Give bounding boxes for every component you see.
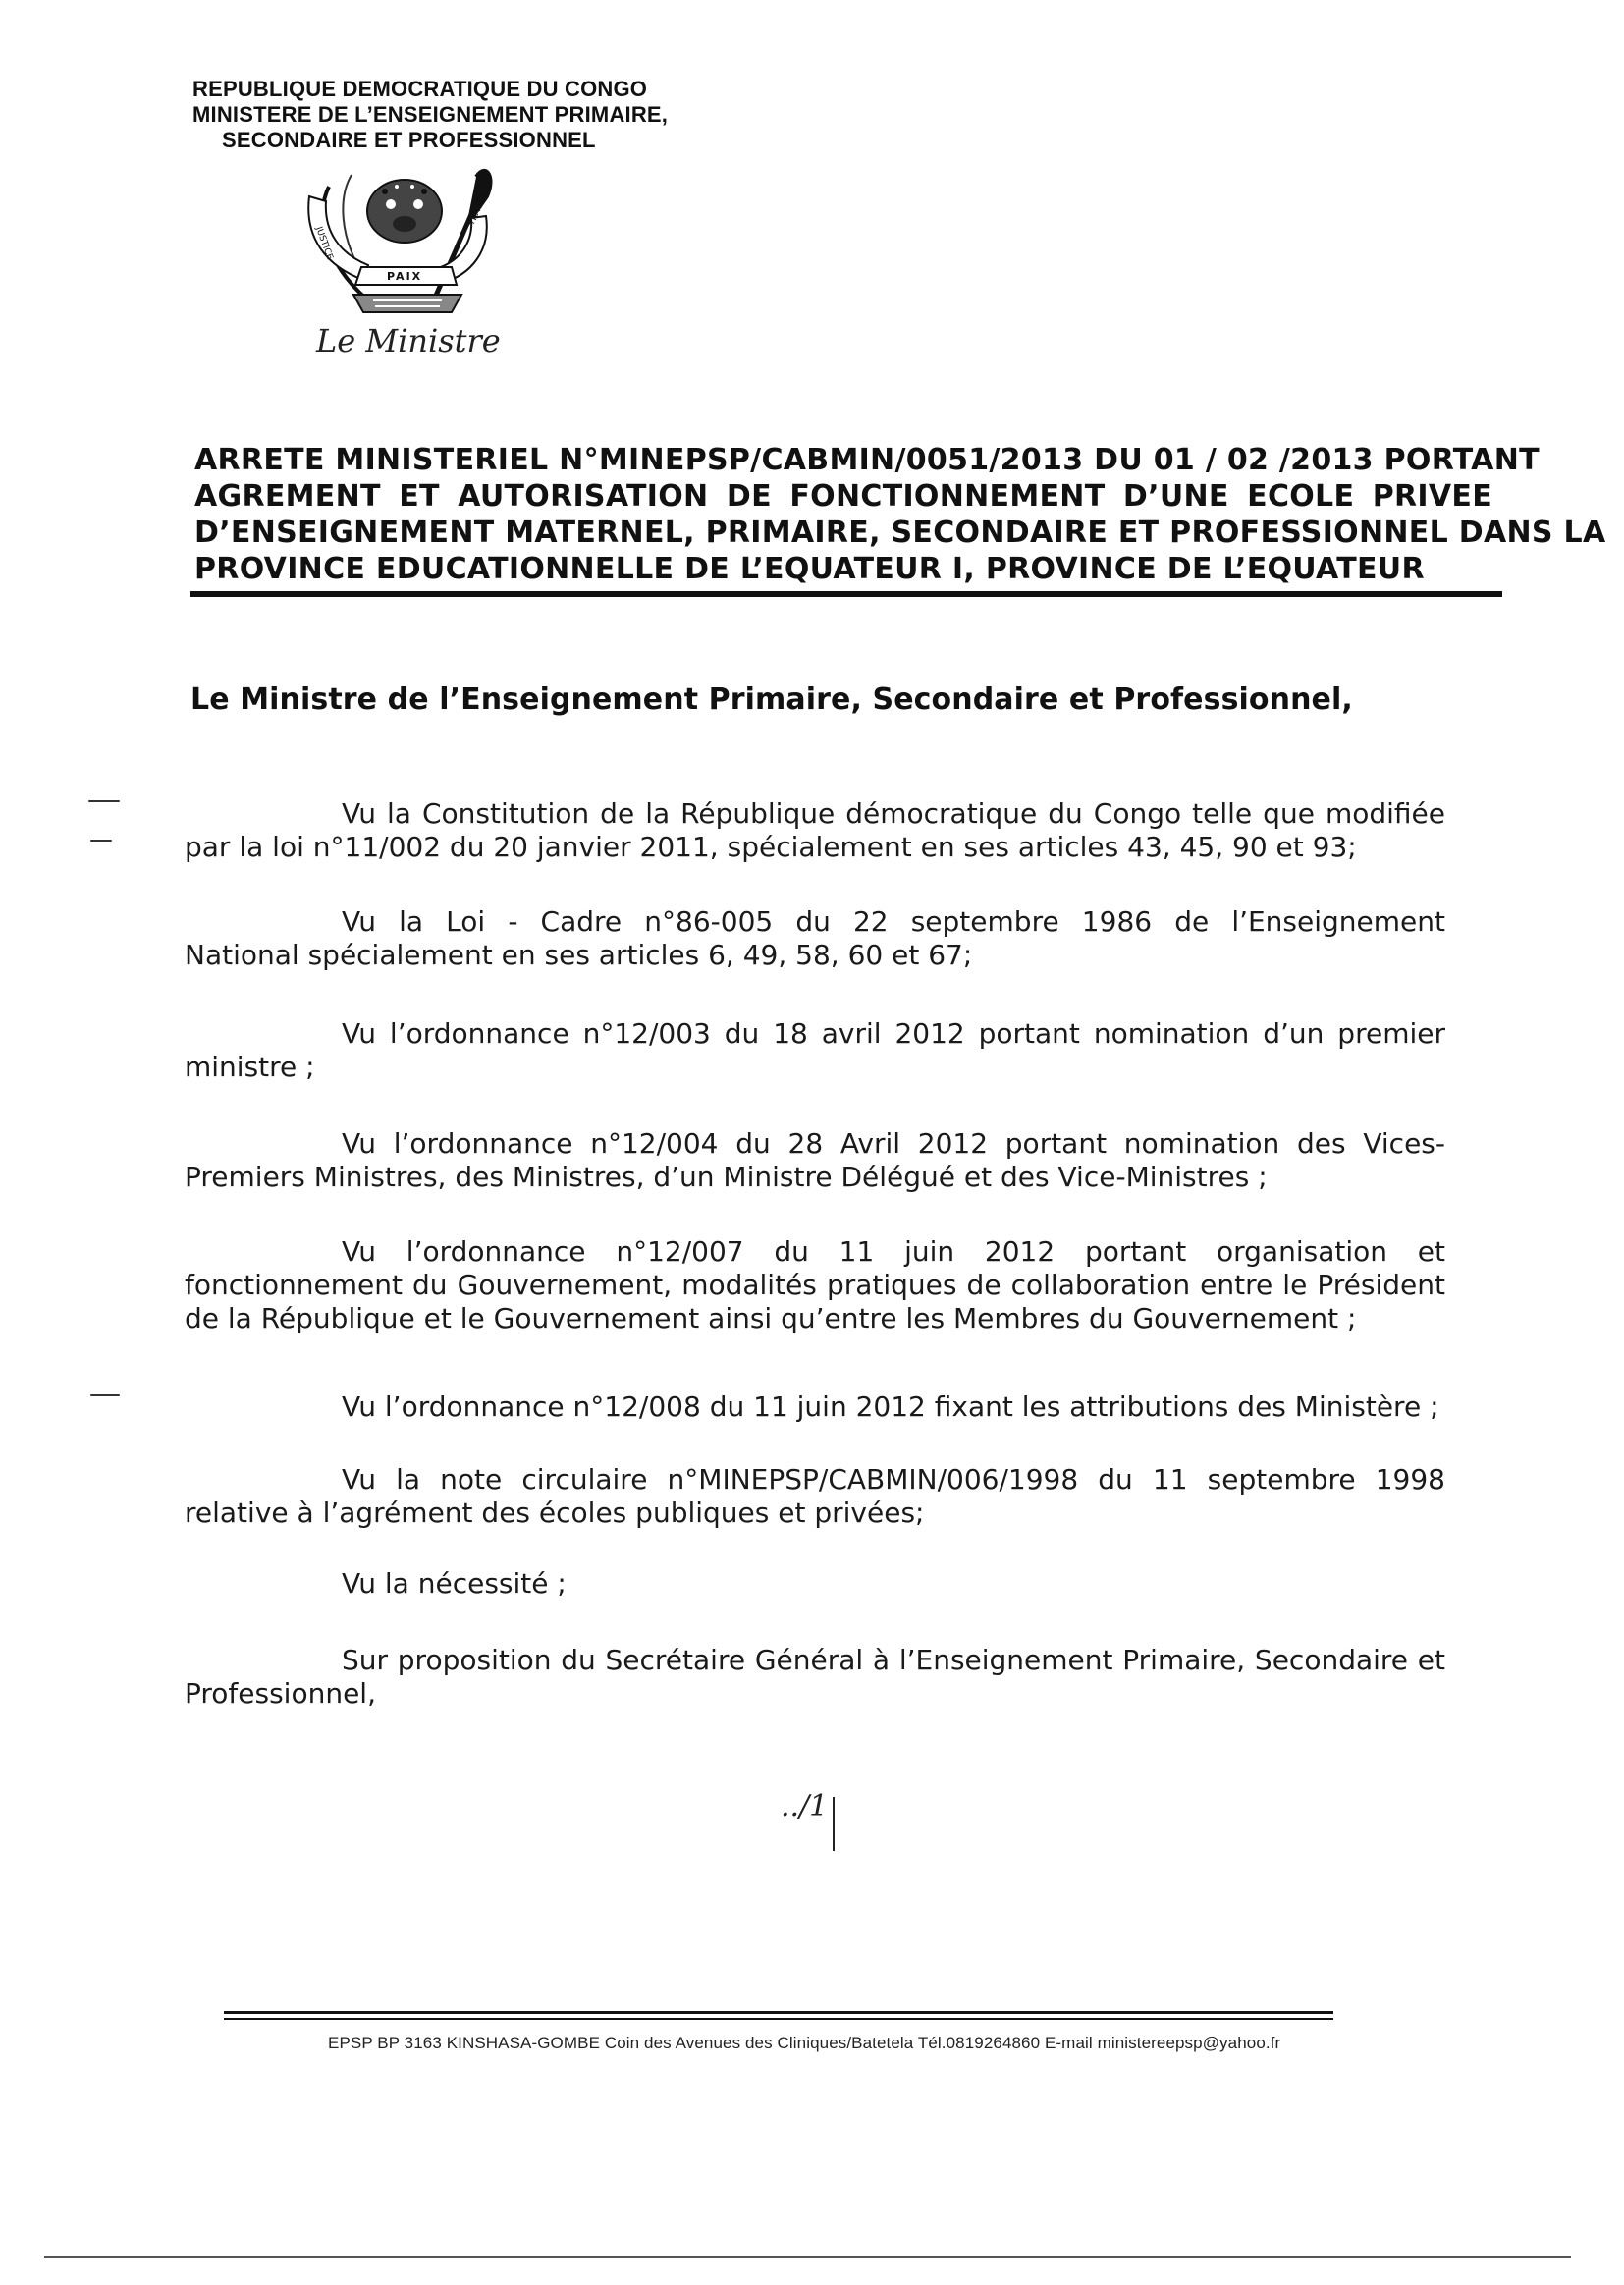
margin-mark xyxy=(90,840,112,842)
minister-heading: Le Ministre de l’Enseignement Primaire, Secondaire et Professionnel, xyxy=(190,682,1353,717)
decree-title-line-3: D’ENSEIGNEMENT MATERNEL, PRIMAIRE, SECONDAIRE ET PROFESSIONNEL DANS LA xyxy=(194,516,1606,550)
decree-title-line-1: ARRETE MINISTERIEL N°MINEPSP/CABMIN/0051/2013 DU 01 / 02 /2013 PORTANT xyxy=(194,443,1540,477)
paragraph-line: Professionnel, xyxy=(185,1677,376,1710)
decree-title-line-2: AGREMENT ET AUTORISATION DE FONCTIONNEMENT D’UNE ECOLE PRIVEE xyxy=(194,479,1492,514)
paragraph-necessite xyxy=(185,1567,1445,1601)
paragraph-proposition xyxy=(185,1644,1445,1711)
emblem-banner-right: TRAVAIL xyxy=(466,190,492,228)
paragraph-line: relative à l’agrément des écoles publiques et privées; xyxy=(185,1496,925,1529)
paragraph-line: Vu l’ordonnance n°12/003 du 18 avril 2012 portant nomination d’un premier xyxy=(342,1017,1445,1050)
page-continuation-mark: ../1 xyxy=(781,1789,829,1823)
paragraph-ordonnance-003 xyxy=(185,1017,1445,1084)
paragraph-ordonnance-008 xyxy=(185,1390,1445,1424)
paragraph-line: de la République et le Gouvernement ainsi qu’entre les Membres du Gouvernement ; xyxy=(185,1302,1357,1334)
coat-of-arms-emblem xyxy=(295,157,520,334)
paragraph-line: Premiers Ministres, des Ministres, d’un Ministre Délégué et des Vice-Ministres ; xyxy=(185,1161,1268,1193)
paragraph-line: National spécialement en ses articles 6, 49, 58, 60 et 67; xyxy=(185,939,973,971)
header-line-2: MINISTERE DE L’ENSEIGNEMENT PRIMAIRE, xyxy=(192,102,669,127)
paragraph-line: Vu l’ordonnance n°12/007 du 11 juin 2012 portant organisation et xyxy=(342,1235,1445,1268)
paragraph-line: Vu la Loi - Cadre n°86-005 du 22 septembre 1986 de l’Enseignement xyxy=(342,905,1445,938)
emblem-banner-center: PAIX xyxy=(387,270,423,283)
paragraph-constitution xyxy=(185,797,1445,864)
emblem-banner-left: JUSTICE xyxy=(313,225,335,261)
footer-address: EPSP BP 3163 KINSHASA-GOMBE Coin des Avenues des Cliniques/Batetela Tél.0819264860 E-mail ministereepsp@yahoo.fr xyxy=(328,2034,1281,2052)
paragraph-ordonnance-007 xyxy=(185,1235,1445,1335)
paragraph-line: Vu l’ordonnance n°12/004 du 28 Avril 2012 portant nomination des Vices- xyxy=(342,1127,1445,1160)
footer-rule xyxy=(224,2018,1333,2020)
margin-mark xyxy=(90,1394,120,1396)
paragraph-line: Vu la nécessité ; xyxy=(342,1567,567,1600)
header-line-1: REPUBLIQUE DEMOCRATIQUE DU CONGO xyxy=(192,77,648,101)
margin-mark xyxy=(88,800,120,802)
paragraph-note-circulaire xyxy=(185,1463,1445,1530)
paragraph-ordonnance-004 xyxy=(185,1127,1445,1194)
paragraph-line: ministre ; xyxy=(185,1051,315,1083)
page-mark-stroke xyxy=(833,1797,835,1851)
paragraph-line: par la loi n°11/002 du 20 janvier 2011, spécialement en ses articles 43, 45, 90 et 93; xyxy=(185,831,1357,863)
footer-rule xyxy=(224,2011,1333,2014)
title-underline xyxy=(190,591,1502,597)
paragraph-loi-cadre xyxy=(185,905,1445,972)
header-line-3: SECONDAIRE ET PROFESSIONNEL xyxy=(222,128,596,152)
decree-title-line-4: PROVINCE EDUCATIONNELLE DE L’EQUATEUR I, PROVINCE DE L’EQUATEUR xyxy=(194,552,1425,586)
paragraph-line: Vu l’ordonnance n°12/008 du 11 juin 2012 fixant les attributions des Ministère ; xyxy=(342,1390,1439,1423)
scan-edge-line xyxy=(44,2256,1571,2258)
paragraph-line: Sur proposition du Secrétaire Général à l’Enseignement Primaire, Secondaire et xyxy=(342,1644,1445,1676)
paragraph-line: fonctionnement du Gouvernement, modalités pratiques de collaboration entre le Président xyxy=(185,1269,1445,1301)
paragraph-line: Vu la Constitution de la République démocratique du Congo telle que modifiée xyxy=(342,797,1445,830)
paragraph-line: Vu la note circulaire n°MINEPSP/CABMIN/006/1998 du 11 septembre 1998 xyxy=(342,1463,1445,1496)
emblem-caption: Le Ministre xyxy=(316,322,501,359)
